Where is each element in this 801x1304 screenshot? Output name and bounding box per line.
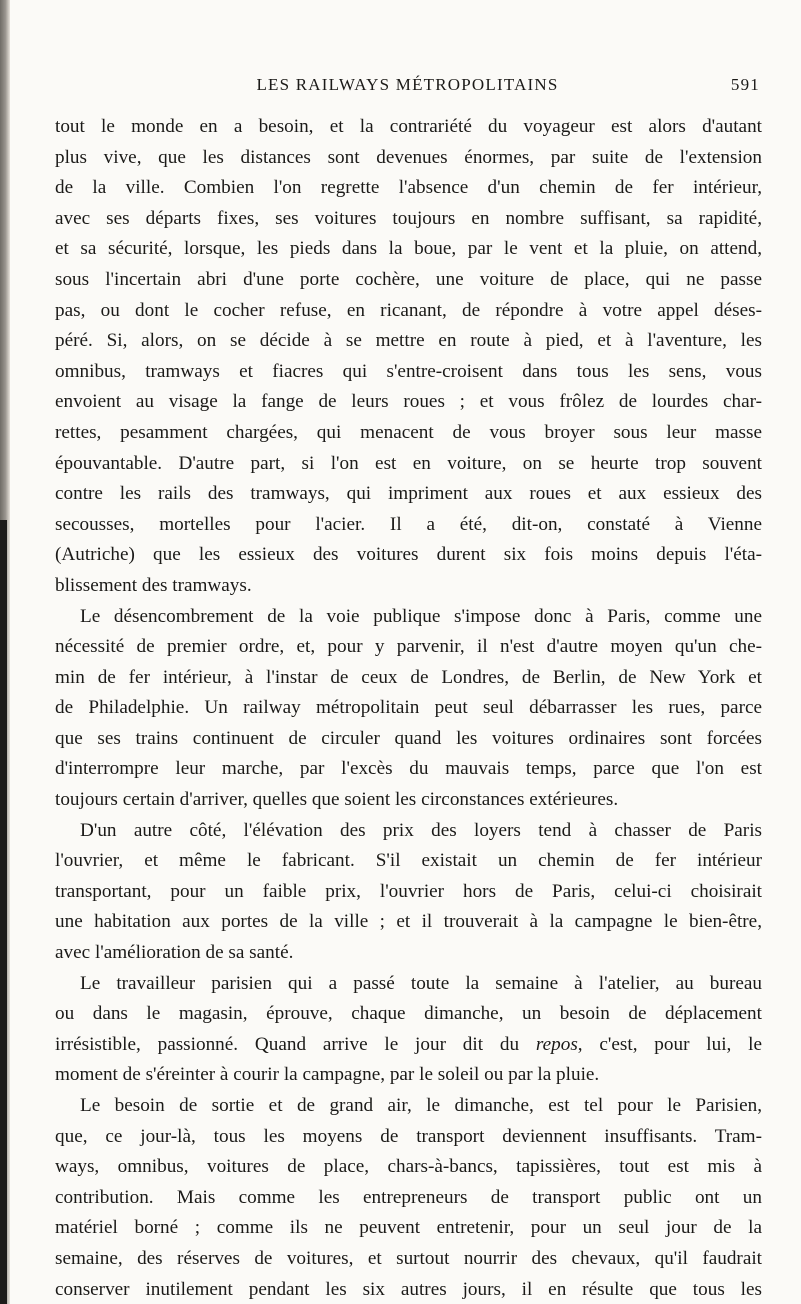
text-line: omnibus, tramways et fiacres qui s'entre-croisent dans tous les sens, vous bbox=[55, 360, 762, 382]
book-spine-edge bbox=[0, 0, 10, 1304]
text-line: rettes, pesamment chargées, qui menacent de vous broyer sous leur masse bbox=[55, 421, 762, 443]
text-line: contribution. Mais comme les entrepreneurs de transport public ont un bbox=[55, 1186, 762, 1208]
text-segment: irrésistible, passionné. Quand arrive le jour dit du bbox=[55, 1033, 520, 1055]
text-line: nécessité de premier ordre, et, pour y parvenir, il n'est d'autre moyen qu'un che- bbox=[55, 636, 762, 658]
page-number: 591 bbox=[730, 75, 760, 94]
text-line: une habitation aux portes de la ville ; et il trouverait à la campagne le bien-être, bbox=[55, 911, 762, 933]
text-line: que, ce jour-là, tous les moyens de transport deviennent insuffisants. Tram- bbox=[55, 1125, 762, 1147]
text-line: avec l'amélioration de sa santé. bbox=[55, 942, 294, 964]
text-line: blissement des tramways. bbox=[55, 574, 252, 596]
text-line: l'ouvrier, et même le fabricant. S'il existait un chemin de fer intérieur bbox=[55, 850, 762, 872]
text-line: de Philadelphie. Un railway métropolitain peut seul débarrasser les rues, parce bbox=[55, 697, 762, 719]
text-line: transportant, pour un faible prix, l'ouvrier hors de Paris, celui-ci choisirait bbox=[55, 880, 762, 902]
text-line: conserver inutilement pendant les six autres jours, il en résulte que tous les bbox=[55, 1278, 762, 1300]
text-line: pas, ou dont le cocher refuse, en ricanant, de répondre à votre appel déses- bbox=[55, 299, 762, 321]
text-line: tout le monde en a besoin, et la contrariété du voyageur est alors d'autant bbox=[55, 116, 762, 137]
text-line: envoient au visage la fange de leurs roues ; et vous frôlez de lourdes char- bbox=[55, 391, 762, 413]
text-line: semaine, des réserves de voitures, et surtout nourrir des chevaux, qu'il faudrait bbox=[55, 1247, 762, 1269]
text-line: avec ses départs fixes, ses voitures toujours en nombre suffisant, sa rapidité, bbox=[55, 207, 762, 229]
text-line: (Autriche) que les essieux des voitures durent six fois moins depuis l'éta- bbox=[55, 544, 762, 566]
page-header bbox=[55, 75, 760, 97]
text-line: contre les rails des tramways, qui impriment aux roues et aux essieux des bbox=[55, 483, 762, 505]
text-line: ways, omnibus, voitures de place, chars-à-bancs, tapissières, tout est mis à bbox=[55, 1156, 762, 1178]
body-text bbox=[55, 112, 762, 1304]
italic-word: repos bbox=[535, 1033, 578, 1055]
text-line: et sa sécurité, lorsque, les pieds dans la boue, par le vent et la pluie, on attend, bbox=[55, 238, 762, 260]
text-line-with-italic bbox=[55, 1030, 762, 1061]
text-line: Le désencombrement de la voie publique s'impose donc à Paris, comme une bbox=[80, 605, 762, 627]
text-line: secousses, mortelles pour l'acier. Il a été, dit-on, constaté à Vienne bbox=[55, 513, 762, 535]
text-line: de la ville. Combien l'on regrette l'absence d'un chemin de fer intérieur, bbox=[55, 177, 762, 199]
text-line: que ses trains continuent de circuler quand les voitures ordinaires sont forcées bbox=[55, 727, 762, 749]
text-line: moment de s'éreinter à courir la campagne, par le soleil ou par la pluie. bbox=[55, 1064, 600, 1086]
text-line: D'un autre côté, l'élévation des prix des loyers tend à chasser de Paris bbox=[80, 819, 762, 841]
text-line: péré. Si, alors, on se décide à se mettre en route à pied, et à l'aventure, les bbox=[55, 330, 762, 352]
text-line: Le travailleur parisien qui a passé toute la semaine à l'atelier, au bureau bbox=[80, 972, 762, 994]
text-line: min de fer intérieur, à l'instar de ceux de Londres, de Berlin, de New York et bbox=[55, 666, 762, 688]
text-line: Le besoin de sortie et de grand air, le dimanche, est tel pour le Parisien, bbox=[80, 1095, 762, 1116]
text-line: ou dans le magasin, éprouve, chaque dimanche, un besoin de déplacement bbox=[55, 1003, 762, 1025]
text-line: sous l'incertain abri d'une porte cochère, une voiture de place, qui ne passe bbox=[55, 268, 762, 290]
text-line: épouvantable. D'autre part, si l'on est en voiture, on se heurte trop souvent bbox=[55, 452, 762, 474]
text-line: d'interrompre leur marche, par l'excès du mauvais temps, parce que l'on est bbox=[55, 758, 762, 780]
text-line: matériel borné ; comme ils ne peuvent entretenir, pour un seul jour de la bbox=[55, 1217, 762, 1239]
running-title: LES RAILWAYS MÉTROPOLITAINS bbox=[256, 75, 559, 94]
text-line: plus vive, que les distances sont devenues énormes, par suite de l'extension bbox=[55, 146, 762, 168]
text-segment: , c'est, pour lui, le bbox=[577, 1033, 762, 1055]
text-line: toujours certain d'arriver, quelles que soient les circonstances extérieures. bbox=[55, 789, 619, 811]
